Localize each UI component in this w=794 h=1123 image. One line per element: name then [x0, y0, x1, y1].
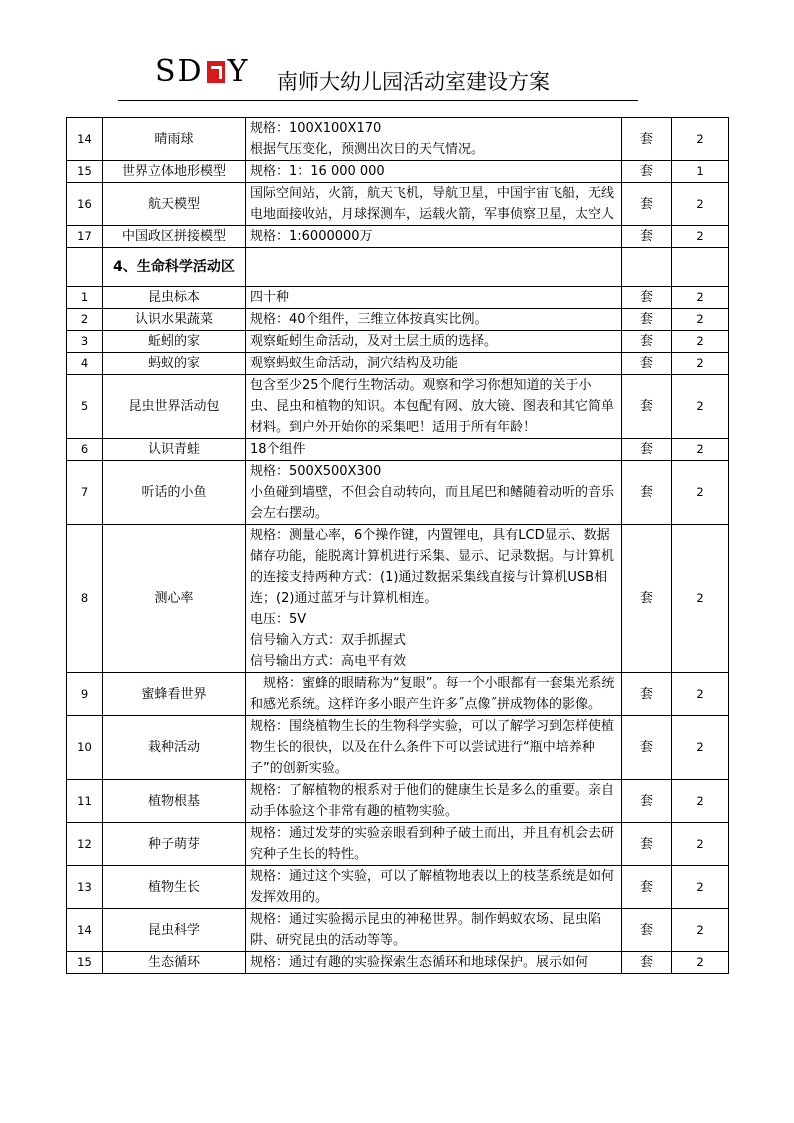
spec-line: 18个组件	[250, 442, 306, 457]
item-quantity: 2	[672, 525, 729, 673]
item-quantity: 2	[672, 439, 729, 461]
item-name: 测心率	[103, 525, 246, 673]
item-name: 认识水果蔬菜	[103, 309, 246, 331]
table-row	[67, 780, 729, 823]
spec-line: 小鱼碰到墙壁，不但会自动转向，而且尾巴和鳍随着动听的音乐会左右摆动。	[250, 485, 615, 521]
item-name: 航天模型	[103, 183, 246, 226]
item-spec	[246, 226, 622, 248]
spec-line: 包含至少25个爬行生物活动。观察和学习你想知道的关于小虫、昆虫和植物的知识。本包配有网、放大镜、图表和其它简单材料。到户外开始你的采集吧！适用于所有年龄！	[250, 378, 615, 435]
item-quantity: 2	[672, 909, 729, 952]
item-quantity: 2	[672, 287, 729, 309]
item-unit: 套	[622, 823, 672, 866]
item-unit: 套	[622, 525, 672, 673]
spec-line: 观察蚯蚓生命活动，及对土层土质的选择。	[250, 334, 498, 349]
item-unit: 套	[622, 183, 672, 226]
item-name: 种子萌芽	[103, 823, 246, 866]
table-row	[67, 952, 729, 974]
item-spec	[246, 780, 622, 823]
item-number: 15	[67, 161, 103, 183]
section-empty-cell	[622, 248, 672, 287]
table-row	[67, 525, 729, 673]
spec-line: 规格：1：16 000 000	[250, 164, 385, 179]
item-unit: 套	[622, 439, 672, 461]
item-unit: 套	[622, 780, 672, 823]
item-number: 13	[67, 866, 103, 909]
item-number: 14	[67, 118, 103, 161]
item-number: 2	[67, 309, 103, 331]
item-quantity: 2	[672, 309, 729, 331]
item-spec	[246, 118, 622, 161]
item-spec	[246, 716, 622, 780]
header-divider	[118, 100, 638, 101]
spec-line: 信号输入方式：双手抓握式	[250, 633, 407, 648]
table-row	[67, 461, 729, 525]
item-quantity: 2	[672, 673, 729, 716]
table-row	[67, 716, 729, 780]
item-unit: 套	[622, 161, 672, 183]
spec-line: 规格：1:6000000万	[250, 229, 373, 244]
item-unit: 套	[622, 952, 672, 974]
item-number: 4	[67, 353, 103, 375]
item-unit: 套	[622, 309, 672, 331]
table-row	[67, 823, 729, 866]
item-quantity: 1	[672, 161, 729, 183]
item-number: 14	[67, 909, 103, 952]
spec-line: 根据气压变化，预测出次日的天气情况。	[250, 142, 485, 157]
item-number: 15	[67, 952, 103, 974]
equipment-table	[66, 117, 729, 974]
item-name: 蜜蜂看世界	[103, 673, 246, 716]
logo-text-right: Y	[227, 54, 250, 89]
item-quantity: 2	[672, 226, 729, 248]
item-quantity: 2	[672, 716, 729, 780]
item-unit: 套	[622, 673, 672, 716]
item-name: 认识青蛙	[103, 439, 246, 461]
table-row	[67, 331, 729, 353]
spec-line: 信号输出方式：高电平有效	[250, 654, 407, 669]
item-number: 3	[67, 331, 103, 353]
item-name: 晴雨球	[103, 118, 246, 161]
item-quantity: 2	[672, 866, 729, 909]
item-number: 7	[67, 461, 103, 525]
item-spec	[246, 353, 622, 375]
item-spec	[246, 525, 622, 673]
spec-line: 规格：100X100X170	[250, 121, 382, 136]
item-unit: 套	[622, 226, 672, 248]
table-row	[67, 673, 729, 716]
table-row	[67, 353, 729, 375]
item-name: 栽种活动	[103, 716, 246, 780]
item-spec	[246, 461, 622, 525]
equipment-table-body	[67, 118, 729, 974]
item-spec	[246, 331, 622, 353]
spec-line: 规格：通过有趣的实验探索生态循环和地球保护。展示如何	[250, 955, 589, 970]
item-name: 蚯蚓的家	[103, 331, 246, 353]
page-header	[0, 0, 794, 110]
spec-line: 规格：通过这个实验，可以了解植物地表以上的枝茎系统是如何发挥效用的。	[250, 869, 615, 905]
section-title: 4、生命科学活动区	[103, 248, 246, 287]
item-quantity: 2	[672, 780, 729, 823]
item-name: 中国政区拼接模型	[103, 226, 246, 248]
spec-line: 四十种	[250, 290, 290, 305]
item-name: 听话的小鱼	[103, 461, 246, 525]
table-row	[67, 183, 729, 226]
logo	[155, 54, 249, 89]
item-unit: 套	[622, 716, 672, 780]
item-unit: 套	[622, 866, 672, 909]
spec-line: 规格：围绕植物生长的生物科学实验，可以了解学习到怎样使植物生长的很快，以及在什么条件下可以尝试进行“瓶中培养种子”的创新实验。	[250, 719, 615, 776]
item-number: 12	[67, 823, 103, 866]
table-row	[67, 161, 729, 183]
spec-line: 规格：40个组件，三维立体按真实比例。	[250, 312, 488, 327]
item-unit: 套	[622, 118, 672, 161]
table-row	[67, 909, 729, 952]
section-empty-cell	[67, 248, 103, 287]
spec-line: 电压：5V	[250, 612, 307, 627]
item-spec	[246, 309, 622, 331]
item-name: 生态循环	[103, 952, 246, 974]
item-quantity: 2	[672, 952, 729, 974]
document-title: 南师大幼儿园活动室建设方案	[277, 70, 550, 94]
item-spec	[246, 673, 622, 716]
item-name: 世界立体地形模型	[103, 161, 246, 183]
logo-mark-icon	[207, 61, 225, 83]
item-number: 1	[67, 287, 103, 309]
item-name: 昆虫科学	[103, 909, 246, 952]
table-row	[67, 439, 729, 461]
spec-line: 国际空间站，火箭，航天飞机，导航卫星，中国宇宙飞船，无线电地面接收站，月球探测车，运载火箭，军事侦察卫星，太空人	[250, 186, 615, 222]
section-empty-cell	[672, 248, 729, 287]
table-row	[67, 226, 729, 248]
item-unit: 套	[622, 909, 672, 952]
item-name: 植物生长	[103, 866, 246, 909]
item-spec	[246, 287, 622, 309]
item-spec	[246, 909, 622, 952]
section-empty-cell	[246, 248, 622, 287]
item-number: 8	[67, 525, 103, 673]
spec-line: 规格：500X500X300	[250, 464, 382, 479]
item-unit: 套	[622, 375, 672, 439]
item-unit: 套	[622, 331, 672, 353]
item-unit: 套	[622, 287, 672, 309]
logo-text-left: SD	[155, 54, 204, 89]
item-unit: 套	[622, 461, 672, 525]
spec-line: 观察蚂蚁生命活动，洞穴结构及功能	[250, 356, 459, 371]
item-quantity: 2	[672, 375, 729, 439]
spec-line: 规格：通过发芽的实验亲眼看到种子破土而出，并且有机会去研究种子生长的特性。	[250, 826, 615, 862]
item-quantity: 2	[672, 118, 729, 161]
item-quantity: 2	[672, 331, 729, 353]
item-name: 植物根基	[103, 780, 246, 823]
spec-line: 规格：蜜蜂的眼睛称为“复眼”。每一个小眼都有一套集光系统和感光系统。这样许多小眼产生许多˝点像˝拼成物体的影像。	[250, 676, 615, 712]
item-number: 17	[67, 226, 103, 248]
item-name: 昆虫世界活动包	[103, 375, 246, 439]
item-name: 昆虫标本	[103, 287, 246, 309]
item-number: 10	[67, 716, 103, 780]
item-spec	[246, 161, 622, 183]
item-spec	[246, 866, 622, 909]
item-quantity: 2	[672, 823, 729, 866]
item-spec	[246, 952, 622, 974]
item-quantity: 2	[672, 461, 729, 525]
item-quantity: 2	[672, 353, 729, 375]
item-number: 9	[67, 673, 103, 716]
item-quantity: 2	[672, 183, 729, 226]
item-number: 11	[67, 780, 103, 823]
item-spec	[246, 823, 622, 866]
item-number: 16	[67, 183, 103, 226]
spec-line: 规格：测量心率，6个操作键，内置锂电，具有LCD显示、数据储存功能，能脱离计算机进行采集、显示、记录数据。与计算机的连接支持两种方式：(1)通过数据采集线直接与计算机USB相连；(2)通过蓝牙与计算机相连。	[250, 528, 615, 606]
item-spec	[246, 183, 622, 226]
item-number: 6	[67, 439, 103, 461]
item-number: 5	[67, 375, 103, 439]
table-row	[67, 375, 729, 439]
item-name: 蚂蚁的家	[103, 353, 246, 375]
spec-line: 规格：通过实验揭示昆虫的神秘世界。制作蚂蚁农场、昆虫陷阱、研究昆虫的活动等等。	[250, 912, 602, 948]
table-row	[67, 866, 729, 909]
item-spec	[246, 375, 622, 439]
table-row	[67, 287, 729, 309]
table-row	[67, 309, 729, 331]
item-spec	[246, 439, 622, 461]
spec-line: 规格：了解植物的根系对于他们的健康生长是多么的重要。亲自动手体验这个非常有趣的植物实验。	[250, 783, 615, 819]
table-row	[67, 118, 729, 161]
section-header-row	[67, 248, 729, 287]
item-unit: 套	[622, 353, 672, 375]
